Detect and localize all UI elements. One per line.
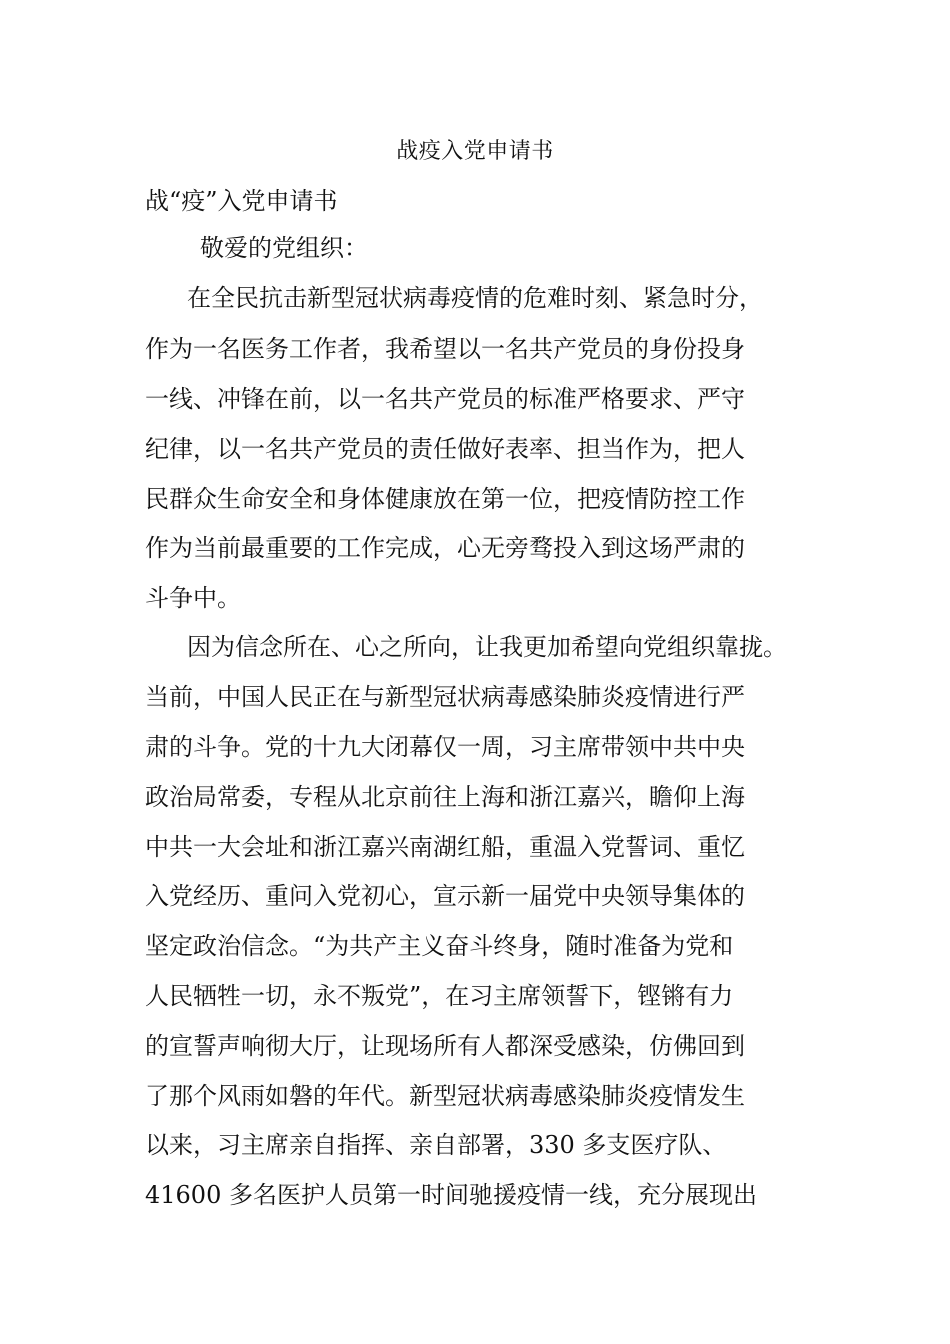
paragraph-line: 以来，习主席亲自指挥、亲自部署，330 多支医疗队、: [145, 1131, 727, 1159]
salutation: 敬爱的党组织：: [200, 234, 368, 262]
paragraph-line: 入党经历、重问入党初心，宣示新一届党中央领导集体的: [145, 882, 745, 910]
paragraph-line: 作为当前最重要的工作完成，心无旁骛投入到这场严肃的: [145, 534, 745, 562]
paragraph-line: 当前，中国人民正在与新型冠状病毒感染肺炎疫情进行严: [145, 683, 745, 711]
paragraph-line: 的宣誓声响彻大厅，让现场所有人都深受感染，仿佛回到: [145, 1032, 745, 1060]
paragraph-line: 人民牺牲一切，永不叛党”，在习主席领誓下，铿锵有力: [145, 982, 734, 1010]
paragraph-line: 在全民抗击新型冠状病毒疫情的危难时刻、紧急时分，: [187, 284, 763, 312]
paragraph-line: 民群众生命安全和身体健康放在第一位，把疫情防控工作: [145, 485, 745, 513]
paragraph-line: 坚定政治信念。“为共产主义奋斗终身，随时准备为党和: [145, 932, 734, 960]
paragraph-line: 一线、冲锋在前，以一名共产党员的标准严格要求、严守: [145, 385, 745, 413]
paragraph-line: 因为信念所在、心之所向，让我更加希望向党组织靠拢。: [187, 633, 787, 661]
paragraph-line: 斗争中。: [145, 584, 241, 612]
paragraph-line: 中共一大会址和浙江嘉兴南湖红船，重温入党誓词、重忆: [145, 833, 745, 861]
paragraph-line: 纪律，以一名共产党员的责任做好表率、担当作为，把人: [145, 435, 745, 463]
paragraph-line: 政治局常委，专程从北京前往上海和浙江嘉兴，瞻仰上海: [145, 783, 745, 811]
paragraph-line: 41600 多名医护人员第一时间驰援疫情一线，充分展现出: [145, 1181, 757, 1209]
paragraph-line: 肃的斗争。党的十九大闭幕仅一周，习主席带领中共中央: [145, 733, 745, 761]
document-title: 战疫入党申请书: [396, 139, 554, 164]
document-subtitle: 战“疫”入党申请书: [145, 187, 338, 215]
paragraph-line: 作为一名医务工作者，我希望以一名共产党员的身份投身: [145, 335, 745, 363]
paragraph-line: 了那个风雨如磐的年代。新型冠状病毒感染肺炎疫情发生: [145, 1082, 745, 1110]
